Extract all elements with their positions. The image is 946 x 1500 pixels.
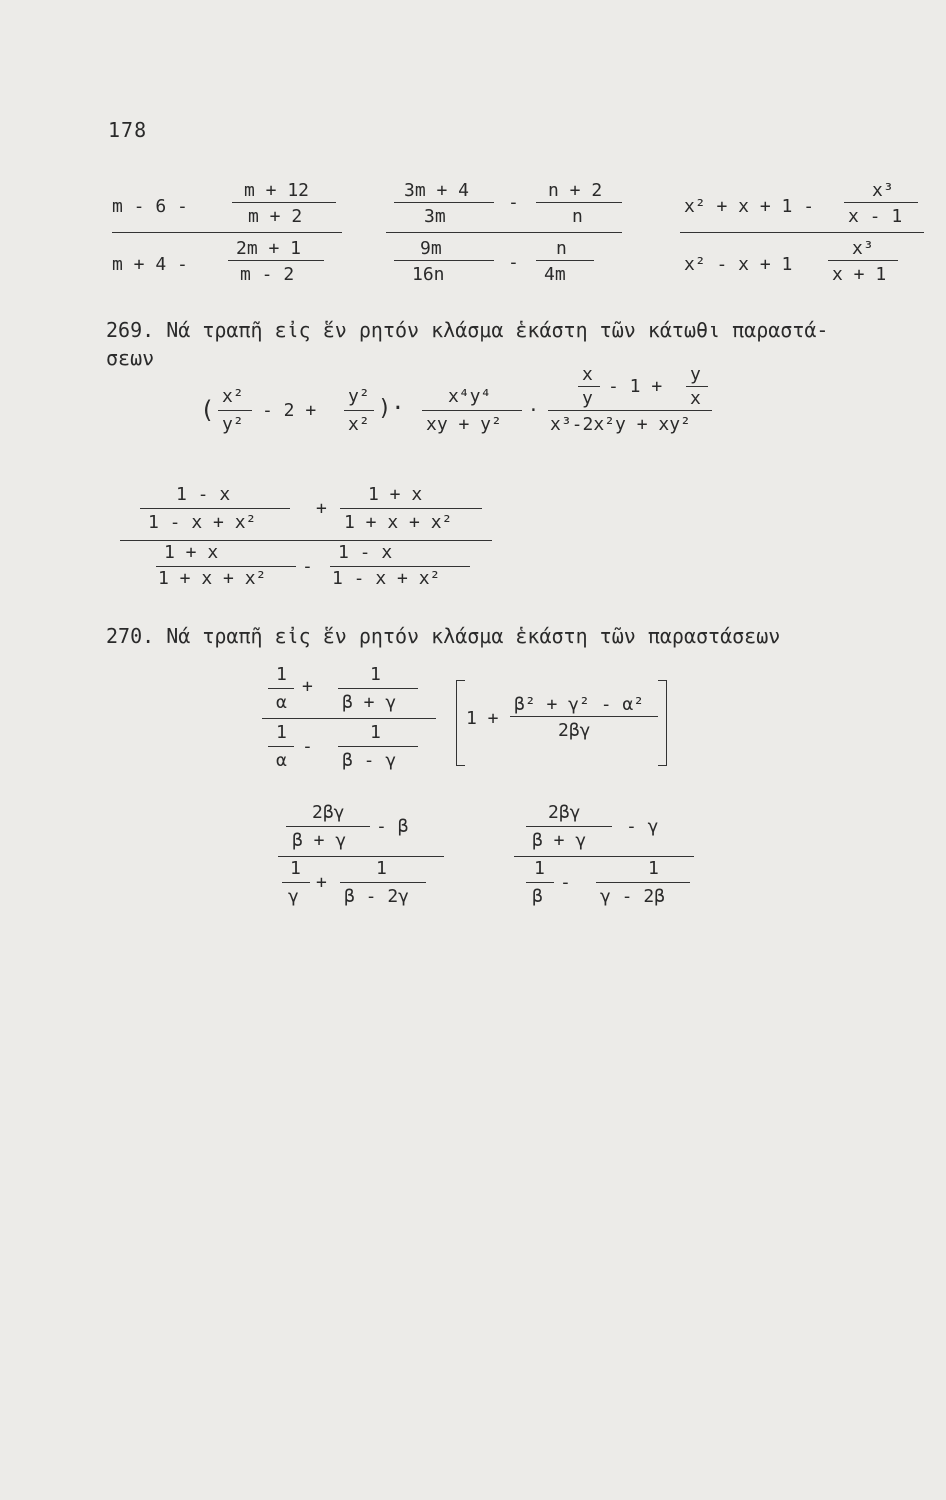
fraction-bar xyxy=(228,260,324,261)
plus: + xyxy=(316,498,327,519)
expr-b-minus: - xyxy=(508,192,519,213)
exercise-269-heading-line2: σεων xyxy=(106,346,155,370)
fraction-bar xyxy=(526,882,554,883)
expr-c-den-frac-den: x + 1 xyxy=(832,264,887,285)
plus: + xyxy=(302,676,313,697)
expr-a-den-frac-den: m - 2 xyxy=(240,264,295,285)
frac-num: 1 xyxy=(534,858,545,879)
frac-den: β + γ xyxy=(292,830,347,851)
expr-b-f1-den: 3m xyxy=(424,206,446,227)
main-fraction-bar xyxy=(262,718,436,719)
frac-den: xy + y² xyxy=(426,414,502,435)
fraction-bar xyxy=(548,410,712,411)
frac-num: x⁴y⁴ xyxy=(448,386,492,407)
fraction-bar xyxy=(338,746,418,747)
frac-num: 1 xyxy=(276,722,287,743)
fraction-bar xyxy=(338,688,418,689)
frac-num: 1 xyxy=(648,858,659,879)
main-fraction-bar xyxy=(680,232,924,233)
expr-b-minus: - xyxy=(508,252,519,273)
page-number: 178 xyxy=(108,118,148,142)
frac-den: 1 + x + x² xyxy=(158,568,267,589)
fraction-bar xyxy=(340,508,482,509)
fraction-bar xyxy=(340,882,426,883)
frac-den: y xyxy=(582,388,593,409)
fraction-bar xyxy=(828,260,898,261)
expr-b-f4-den: 4m xyxy=(544,264,566,285)
frac-num: 1 xyxy=(376,858,387,879)
numerator-tail: - β xyxy=(376,816,409,837)
plus: + xyxy=(316,872,327,893)
fraction-bar xyxy=(536,260,594,261)
frac-den: 2βγ xyxy=(558,720,591,741)
left-paren: ( xyxy=(200,396,215,424)
fraction-bar xyxy=(156,566,296,567)
frac-den: 1 + x + x² xyxy=(344,512,453,533)
expr-a-den-lead: m + 4 - xyxy=(112,254,188,275)
frac-den: x xyxy=(690,388,701,409)
frac-num: y xyxy=(690,364,701,385)
frac-num: x² xyxy=(222,386,244,407)
expr-c-den-lead: x² - x + 1 xyxy=(684,254,793,275)
fraction-bar xyxy=(596,882,690,883)
frac-num: 1 xyxy=(370,664,381,685)
bracket-one-plus: 1 + xyxy=(466,708,499,729)
minus: - xyxy=(302,556,313,577)
frac-den: γ - 2β xyxy=(600,886,666,907)
fraction-bar xyxy=(526,826,612,827)
expr-middle: - 2 + xyxy=(262,400,317,421)
fraction-bar xyxy=(286,826,370,827)
frac-num: β² + γ² - α² xyxy=(514,694,645,715)
main-fraction-bar xyxy=(514,856,694,857)
expr-c-num-frac-num: x³ xyxy=(872,180,894,201)
fraction-bar xyxy=(268,746,294,747)
frac-den: β xyxy=(532,886,543,907)
right-bracket xyxy=(658,680,667,766)
fraction-bar xyxy=(686,386,708,387)
main-fraction-bar xyxy=(120,540,492,541)
expr-b-f1-num: 3m + 4 xyxy=(404,180,470,201)
expr-b-f4-num: n xyxy=(556,238,567,259)
fraction-bar xyxy=(268,688,294,689)
frac-num: 1 + x xyxy=(368,484,423,505)
expr-middle: - 1 + xyxy=(608,376,663,397)
frac-num: 1 xyxy=(276,664,287,685)
frac-den: 1 - x + x² xyxy=(148,512,257,533)
minus: - xyxy=(560,872,571,893)
fraction-bar xyxy=(394,260,494,261)
frac-num: y² xyxy=(348,386,370,407)
frac-num: 2βγ xyxy=(312,802,345,823)
main-fraction-bar xyxy=(278,856,444,857)
expr-b-f3-den: 16n xyxy=(412,264,445,285)
frac-den: α xyxy=(276,692,287,713)
expr-c-num-lead: x² + x + 1 - xyxy=(684,196,815,217)
main-fraction-bar xyxy=(386,232,622,233)
expr-b-f3-num: 9m xyxy=(420,238,442,259)
numerator-tail: - γ xyxy=(626,816,659,837)
frac-num: x xyxy=(582,364,593,385)
expr-a-num-frac-den: m + 2 xyxy=(248,206,303,227)
frac-den: α xyxy=(276,750,287,771)
frac-den: y² xyxy=(222,414,244,435)
expr-a-num-frac-num: m + 12 xyxy=(244,180,310,201)
minus: - xyxy=(302,736,313,757)
fraction-bar xyxy=(422,410,522,411)
frac-den: β + γ xyxy=(532,830,587,851)
frac-num: 1 xyxy=(370,722,381,743)
frac-den: 1 - x + x² xyxy=(332,568,441,589)
right-paren-dot: )· xyxy=(378,396,405,421)
expr-b-f2-den: n xyxy=(572,206,583,227)
frac-den: x² xyxy=(348,414,370,435)
fraction-bar xyxy=(218,410,252,411)
frac-num: 1 - x xyxy=(176,484,231,505)
frac-num: 1 xyxy=(290,858,301,879)
expr-a-den-frac-num: 2m + 1 xyxy=(236,238,302,259)
expr-a-num-lead: m - 6 - xyxy=(112,196,188,217)
frac-den: β - γ xyxy=(342,750,397,771)
main-fraction-bar xyxy=(112,232,342,233)
fraction-bar xyxy=(844,202,918,203)
fraction-bar xyxy=(232,202,336,203)
expr-b-f2-num: n + 2 xyxy=(548,180,603,201)
fraction-bar xyxy=(536,202,622,203)
frac-num: 2βγ xyxy=(548,802,581,823)
fraction-bar xyxy=(394,202,494,203)
expr-c-den-frac-num: x³ xyxy=(852,238,874,259)
exercise-269-heading-line1: 269. Νά τραπῆ εἰς ἕν ρητόν κλάσμα ἑκάστη τῶν κάτωθι παραστά- xyxy=(106,318,829,342)
frac-num: 1 - x xyxy=(338,542,393,563)
fraction-bar xyxy=(282,882,310,883)
frac-den: γ xyxy=(288,886,299,907)
frac-num: 1 + x xyxy=(164,542,219,563)
frac-den: β - 2γ xyxy=(344,886,410,907)
fraction-bar xyxy=(330,566,470,567)
fraction-bar xyxy=(510,716,658,717)
exercise-270-heading: 270. Νά τραπῆ εἰς ἕν ρητόν κλάσμα ἑκάστη τῶν παραστάσεων xyxy=(106,624,781,648)
frac-den: β + γ xyxy=(342,692,397,713)
fraction-bar xyxy=(140,508,290,509)
dot: · xyxy=(528,400,539,421)
expr-c-num-frac-den: x - 1 xyxy=(848,206,903,227)
left-bracket xyxy=(456,680,465,766)
fraction-bar xyxy=(578,386,600,387)
fraction-bar xyxy=(344,410,374,411)
frac-den: x³-2x²y + xy² xyxy=(550,414,691,435)
